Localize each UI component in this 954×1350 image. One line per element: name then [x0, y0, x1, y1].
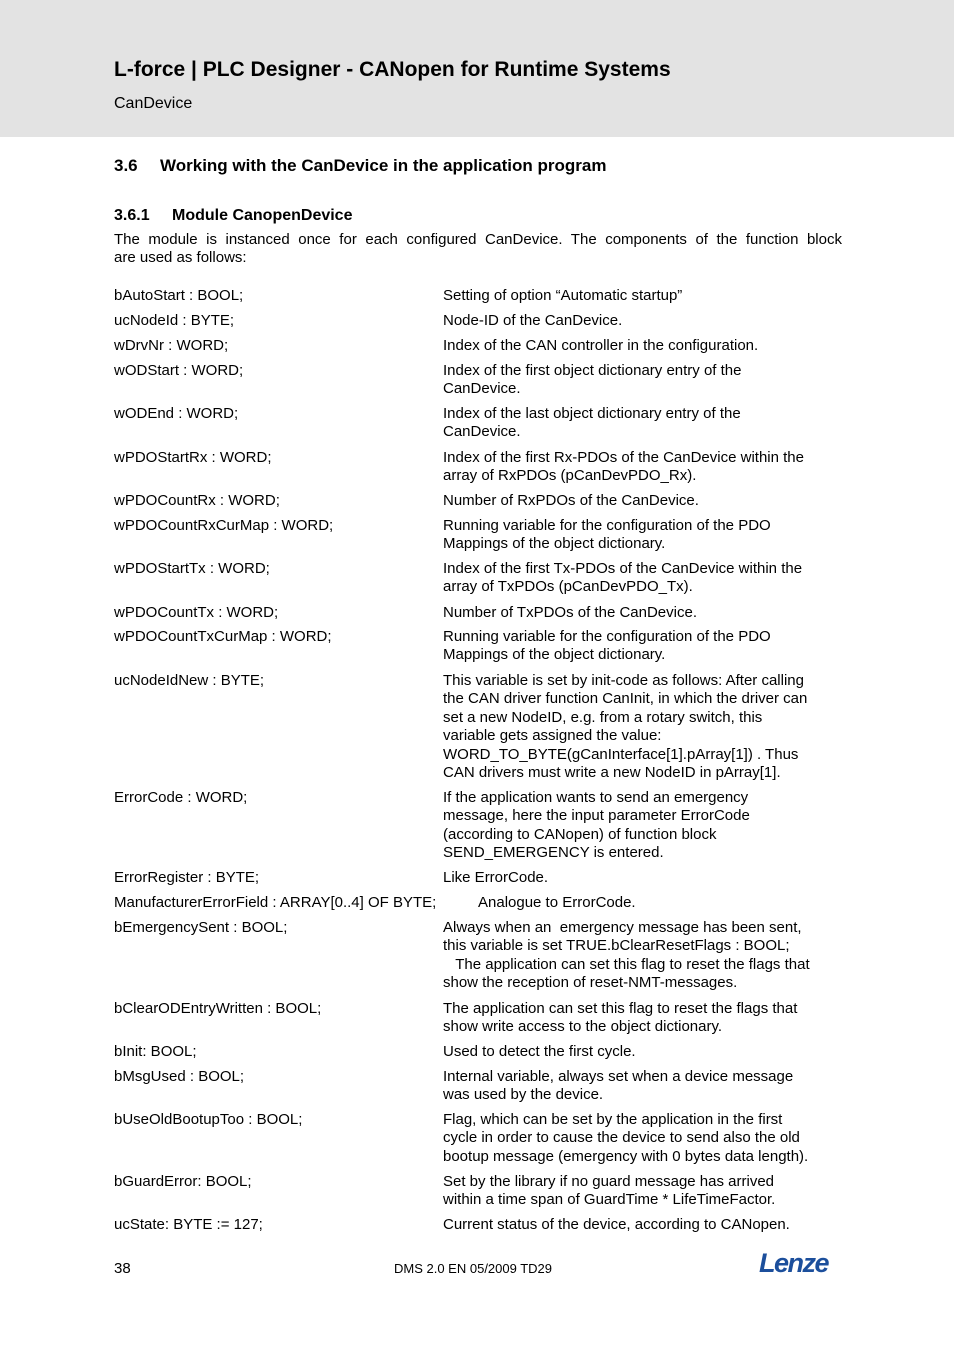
intro-line: The module is instanced once for each configured CanDevice. The components of the function block	[114, 231, 842, 248]
description-line: the CAN driver function CanInit, in which the driver can	[443, 690, 808, 708]
section-heading	[114, 156, 606, 176]
parameter-name: bAutoStart : BOOL;	[114, 287, 244, 304]
parameter-name: bUseOldBootupToo : BOOL;	[114, 1111, 303, 1128]
description-line: Running variable for the configuration of the PDO	[443, 517, 771, 534]
description-line: CAN drivers must write a new NodeID in pArray[1].	[443, 764, 781, 782]
description-line: Always when an emergency message has been sent,	[443, 919, 802, 936]
parameter-name: wPDOStartRx : WORD;	[114, 449, 272, 466]
description-line: Mappings of the object dictionary.	[443, 535, 666, 553]
parameter-name: ucNodeIdNew : BYTE;	[114, 672, 265, 689]
parameter-description	[443, 1111, 843, 1166]
description-line: WORD_TO_BYTE(gCanInterface[1].pArray[1]) . Thus	[443, 745, 799, 763]
description-line: Current status of the device, according to CANopen.	[443, 1216, 790, 1233]
description-line: show write access to the object dictionary.	[443, 1018, 723, 1036]
description-line: cycle in order to cause the device to send also the old	[443, 1129, 800, 1147]
document-subtitle: CanDevice	[114, 95, 193, 112]
description-line: (according to CANopen) of function block	[443, 825, 717, 843]
subsection-heading	[114, 207, 352, 225]
parameter-name: wODEnd : WORD;	[114, 405, 239, 422]
description-line: Used to detect the first cycle.	[443, 1043, 636, 1060]
parameter-description	[443, 672, 843, 782]
description-line: Number of RxPDOs of the CanDevice.	[443, 492, 699, 509]
description-line: Index of the first Tx-PDOs of the CanDevice within the	[443, 560, 803, 577]
parameter-name: ErrorRegister : BYTE;	[114, 869, 260, 886]
parameter-name: ucState: BYTE := 127;	[114, 1216, 263, 1233]
description-line: If the application wants to send an emergency	[443, 789, 749, 806]
parameter-description	[443, 1068, 843, 1105]
parameter-description	[443, 449, 843, 486]
parameter-description	[443, 604, 843, 622]
description-line: The application can set this flag to reset the flags that	[443, 955, 810, 973]
parameter-name: wPDOStartTx : WORD;	[114, 560, 270, 577]
description-line: Like ErrorCode.	[443, 869, 549, 886]
description-line: Index of the last object dictionary entry of the	[443, 405, 741, 422]
description-line: Index of the first object dictionary entry of the	[443, 362, 742, 379]
section-number: 3.6	[114, 156, 138, 175]
parameter-name: ucNodeId : BYTE;	[114, 312, 235, 329]
parameter-description	[443, 287, 843, 305]
description-line: Number of TxPDOs of the CanDevice.	[443, 604, 697, 621]
description-line: Set by the library if no guard message has arrived	[443, 1173, 775, 1190]
page-number: 38	[114, 1260, 131, 1277]
description-line: This variable is set by init-code as follows: After calling	[443, 672, 804, 689]
parameter-name: wDrvNr : WORD;	[114, 337, 229, 354]
description-line: CanDevice.	[443, 380, 521, 398]
parameter-name: bClearODEntryWritten : BOOL;	[114, 1000, 322, 1017]
description-line: show the reception of reset-NMT-messages.	[443, 974, 738, 992]
parameter-description	[443, 1043, 843, 1061]
description-line: Node-ID of the CanDevice.	[443, 312, 623, 329]
document-reference: DMS 2.0 EN 05/2009 TD29	[394, 1261, 553, 1276]
parameter-name: wPDOCountRxCurMap : WORD;	[114, 517, 334, 534]
description-line: The application can set this flag to reset the flags that	[443, 1000, 798, 1017]
description-line: array of RxPDOs (pCanDevPDO_Rx).	[443, 467, 697, 485]
lenze-logo	[759, 1247, 839, 1277]
description-line: Mappings of the object dictionary.	[443, 646, 666, 664]
lenze-logo-text: Lenze	[759, 1248, 829, 1277]
parameter-description	[443, 312, 843, 330]
document-title: L-force | PLC Designer - CANopen for Runtime Systems	[114, 58, 671, 81]
parameter-description	[443, 869, 843, 887]
parameter-description	[443, 405, 843, 442]
parameter-name: bInit: BOOL;	[114, 1043, 197, 1060]
description-line: Running variable for the configuration of the PDO	[443, 628, 771, 645]
parameter-description	[443, 1173, 843, 1210]
parameter-name: bMsgUsed : BOOL;	[114, 1068, 245, 1085]
description-line: Flag, which can be set by the application in the first	[443, 1111, 783, 1128]
description-line: Internal variable, always set when a device message	[443, 1068, 794, 1085]
parameter-name: bGuardError: BOOL;	[114, 1173, 252, 1190]
parameter-name: ManufacturerErrorField : ARRAY[0..4] OF BYTE;	[114, 894, 437, 911]
section-title: Working with the CanDevice in the application program	[160, 156, 607, 175]
description-line: variable gets assigned the value:	[443, 727, 662, 745]
description-line: SEND_EMERGENCY is entered.	[443, 844, 664, 862]
parameter-description	[443, 492, 843, 510]
description-line: Setting of option “Automatic startup”	[443, 287, 683, 304]
parameter-description	[443, 919, 843, 993]
description-line: was used by the device.	[443, 1086, 604, 1104]
description-line: Index of the CAN controller in the configuration.	[443, 337, 759, 354]
parameter-description	[443, 362, 843, 399]
parameter-name: wPDOCountTxCurMap : WORD;	[114, 628, 332, 645]
description-line: this variable is set TRUE.bClearResetFlags : BOOL;	[443, 937, 790, 955]
parameter-description	[443, 628, 843, 665]
parameter-name: wPDOCountTx : WORD;	[114, 604, 279, 621]
description-line: message, here the input parameter ErrorCode	[443, 807, 750, 825]
description-line: Index of the first Rx-PDOs of the CanDevice within the	[443, 449, 804, 466]
subsection-title: Module CanopenDevice	[172, 207, 353, 224]
parameter-description	[443, 1000, 843, 1037]
parameter-description	[443, 337, 843, 355]
parameter-description	[478, 894, 848, 912]
description-line: bootup message (emergency with 0 bytes data length).	[443, 1147, 809, 1165]
intro-paragraph	[114, 231, 842, 268]
description-line: set a new NodeID, e.g. from a rotary switch, this	[443, 708, 763, 726]
parameter-description	[443, 560, 843, 597]
parameter-description	[443, 1216, 843, 1234]
description-line: array of TxPDOs (pCanDevPDO_Tx).	[443, 578, 693, 596]
description-line: within a time span of GuardTime * LifeTimeFactor.	[443, 1191, 776, 1209]
subsection-number: 3.6.1	[114, 207, 150, 224]
description-line: Analogue to ErrorCode.	[478, 894, 636, 911]
description-line: CanDevice.	[443, 423, 521, 441]
parameter-description	[443, 517, 843, 554]
parameter-name: bEmergencySent : BOOL;	[114, 919, 288, 936]
parameter-name: wPDOCountRx : WORD;	[114, 492, 280, 509]
parameter-name: ErrorCode : WORD;	[114, 789, 248, 806]
intro-line: are used as follows:	[114, 249, 247, 267]
parameter-name: wODStart : WORD;	[114, 362, 244, 379]
parameter-description	[443, 789, 843, 863]
